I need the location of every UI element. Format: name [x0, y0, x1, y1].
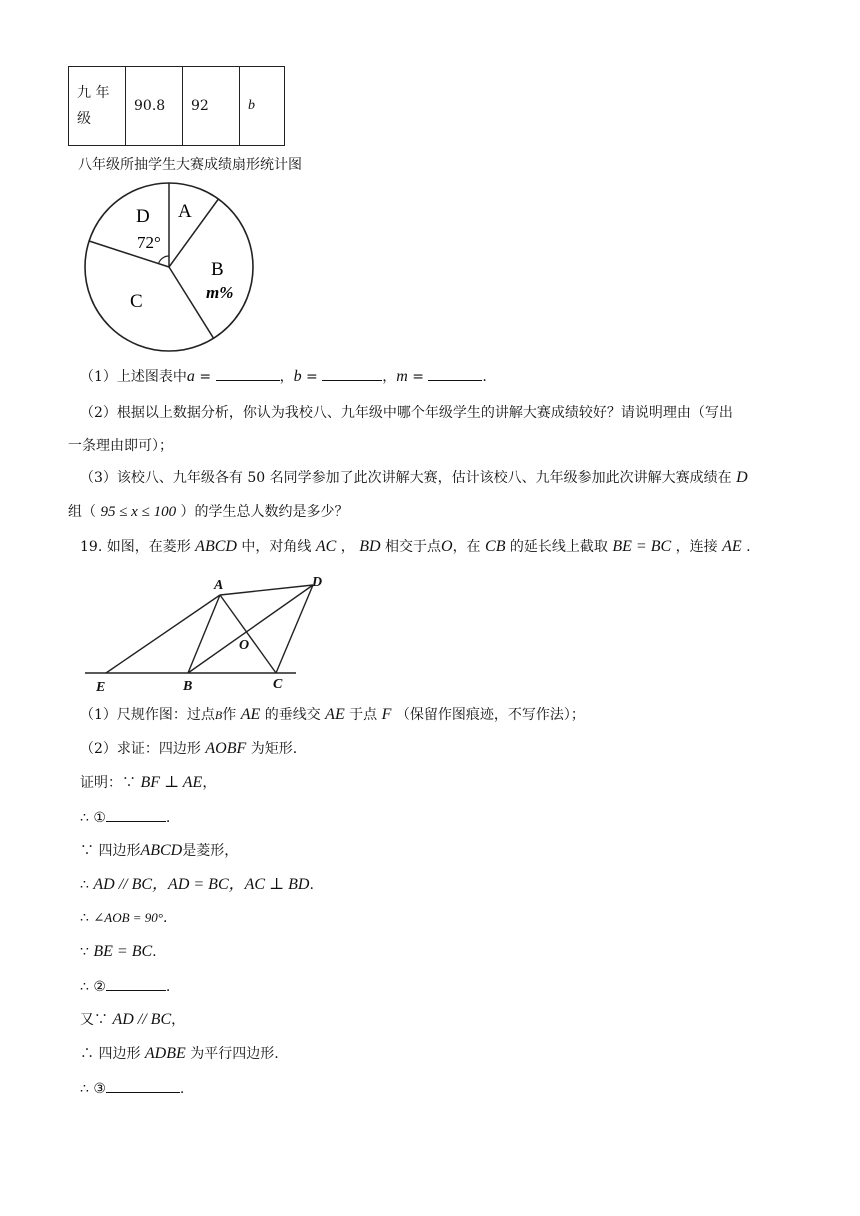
q19-part2-text: 为矩形.: [250, 741, 298, 757]
proof-line-3: [80, 841, 238, 861]
proof-text: ，: [171, 1012, 186, 1028]
proof-text: ∴ 四边形: [80, 1046, 141, 1062]
q18-part3-line2: [68, 502, 349, 522]
math-f: F: [381, 706, 392, 723]
point-b: B: [183, 679, 193, 694]
q18-part1: [80, 366, 487, 387]
proof-text: ∴: [80, 877, 89, 893]
math-bd: BD: [359, 538, 381, 555]
proof-math: ∠AOB = 90°: [93, 910, 164, 925]
q18-part2-line1: （2）根据以上数据分析，你认为我校八、九年级中哪个年级学生的讲解大赛成绩较好？请说明理由（写出: [80, 405, 733, 421]
proof-line-5: [80, 908, 167, 928]
math-abcd: ABCD: [195, 538, 237, 555]
proof-text: ，: [202, 775, 217, 791]
point-o: O: [239, 638, 250, 653]
q19-part1-text: 作: [222, 707, 237, 723]
range-inequality: 95 ≤ x ≤ 100: [100, 504, 177, 520]
line-ad: [220, 585, 313, 595]
var-b: b: [293, 368, 302, 385]
blank-1[interactable]: [106, 807, 166, 822]
q19-part2: [80, 739, 297, 759]
proof-math: BF ⊥ AE: [140, 774, 203, 791]
pie-label-c: C: [130, 291, 143, 312]
table-row: [69, 67, 285, 146]
var-m: m: [396, 368, 408, 385]
var-a: a: [186, 368, 195, 385]
proof-line-10: [80, 1078, 184, 1099]
line-ae: [106, 595, 220, 673]
proof-math: ABCD: [140, 842, 183, 859]
period: .: [309, 877, 314, 893]
q19-text: 19. 如图，在菱形: [80, 539, 191, 555]
q18-part2-line2: 一条理由即可）；: [68, 438, 173, 454]
proof-text: ∴ ③: [80, 1081, 106, 1097]
blank-3[interactable]: [106, 1078, 180, 1093]
pie-label-d: D: [136, 206, 150, 227]
proof-text: 是菱形，: [182, 843, 239, 859]
period: .: [163, 910, 168, 926]
proof-text: 又∵: [80, 1012, 108, 1028]
angle-arc: [159, 256, 170, 264]
point-c: C: [273, 677, 283, 692]
math-o: O: [441, 538, 453, 555]
pie-label-b: B: [211, 259, 224, 280]
period: .: [482, 369, 487, 385]
proof-line-6: [80, 942, 157, 962]
rhombus-figure: [80, 570, 340, 695]
point-e: E: [96, 680, 106, 695]
proof-math: AD // BC: [112, 1011, 172, 1028]
period: .: [179, 1081, 185, 1097]
math-ae: AE: [240, 706, 261, 723]
proof-line-1: [80, 773, 216, 793]
pie-label-a: A: [178, 201, 192, 222]
math-ac: AC: [315, 538, 337, 555]
comma: ，: [382, 369, 397, 385]
proof-math: ADBE: [144, 1045, 186, 1062]
q19-statement: [80, 537, 751, 557]
pie-slice-boundary-b: [169, 199, 218, 267]
proof-line-8: [80, 1010, 185, 1030]
equals-sign: =: [412, 369, 424, 385]
q18-part3-text: ）的学生总人数约是多少？: [180, 504, 349, 520]
q19-text: ，连接: [675, 539, 718, 555]
group-d: D: [736, 469, 748, 486]
pie-chart: [80, 180, 260, 360]
period: .: [165, 979, 171, 995]
comma: ，: [279, 369, 294, 385]
q19-part1-text: 于点: [349, 707, 378, 723]
proof-line-7: [80, 976, 170, 997]
math-cb: CB: [485, 538, 506, 555]
proof-text: ∵: [80, 944, 89, 960]
q19-text: 相交于点: [385, 539, 441, 555]
q18-part3-text: 组（: [68, 504, 96, 520]
proof-line-9: [80, 1044, 279, 1064]
table-row-label: [69, 67, 126, 146]
blank-2[interactable]: [106, 976, 166, 991]
period: .: [152, 944, 157, 960]
pie-value-d: 72°: [137, 233, 161, 252]
proof-math: AD // BC，AD = BC，AC ⊥ BD: [93, 876, 310, 893]
comma: ，: [340, 539, 355, 555]
pie-slice-boundaries: [89, 183, 218, 338]
pie-value-b: m%: [206, 283, 234, 302]
proof-text: ∴: [80, 910, 89, 926]
math-b: B: [214, 708, 223, 722]
q18-part1-prefix: （1）上述图表中: [80, 369, 187, 385]
table-cell: 92: [183, 67, 240, 146]
figure-lines: [85, 585, 313, 673]
q19-text: 的延长线上截取: [509, 539, 608, 555]
math-ae: AE: [722, 538, 742, 555]
q19-part2-text: （2）求证：四边形: [80, 741, 201, 757]
math-be-bc: BE = BC: [612, 538, 672, 555]
pie-slice-boundary-c: [169, 267, 214, 338]
q18-part3-text: （3）该校八、九年级各有 50 名同学参加了此次讲解大赛，估计该校八、九年级参加此次讲解大赛成绩在: [80, 470, 732, 486]
q19-part1: [80, 705, 585, 725]
q19-part1-text: （保留作图痕迹，不写作法）；: [395, 707, 585, 723]
q19-text: 中，对角线: [241, 539, 312, 555]
period: .: [746, 539, 751, 555]
row-label-line1: 九 年: [77, 85, 110, 101]
blank-a[interactable]: [216, 366, 280, 381]
table-cell: b: [240, 67, 285, 146]
point-a: A: [214, 578, 224, 593]
math-ae: AE: [325, 706, 345, 723]
proof-text: ∵ 四边形: [80, 843, 141, 859]
q19-part1-text: （1）尺规作图：过点: [80, 707, 215, 723]
q19-text: ，在: [452, 539, 481, 555]
table-cell: 90.8: [126, 67, 183, 146]
blank-m[interactable]: [428, 366, 482, 381]
proof-text: 为平行四边形.: [190, 1046, 279, 1062]
proof-math: BE = BC: [93, 943, 153, 960]
period: .: [165, 810, 171, 826]
blank-b[interactable]: [322, 366, 382, 381]
math-aobf: AOBF: [205, 740, 247, 757]
line-ac: [220, 595, 276, 673]
equals-sign: =: [199, 369, 212, 385]
proof-line-4: [80, 875, 314, 895]
proof-text: ∴ ①: [80, 810, 106, 826]
row-label-line2: 级: [77, 111, 91, 127]
proof-text: ∴ ②: [80, 979, 106, 995]
proof-line-2: [80, 807, 170, 828]
equals-sign: =: [306, 369, 318, 385]
pie-chart-title: 八年级所抽学生大赛成绩扇形统计图: [78, 157, 302, 173]
point-d: D: [312, 575, 323, 590]
proof-text: 证明：∵: [80, 775, 136, 791]
q19-part1-text: 的垂线交: [264, 707, 321, 723]
q18-part3-line1: [80, 468, 748, 488]
score-table: [68, 66, 285, 146]
